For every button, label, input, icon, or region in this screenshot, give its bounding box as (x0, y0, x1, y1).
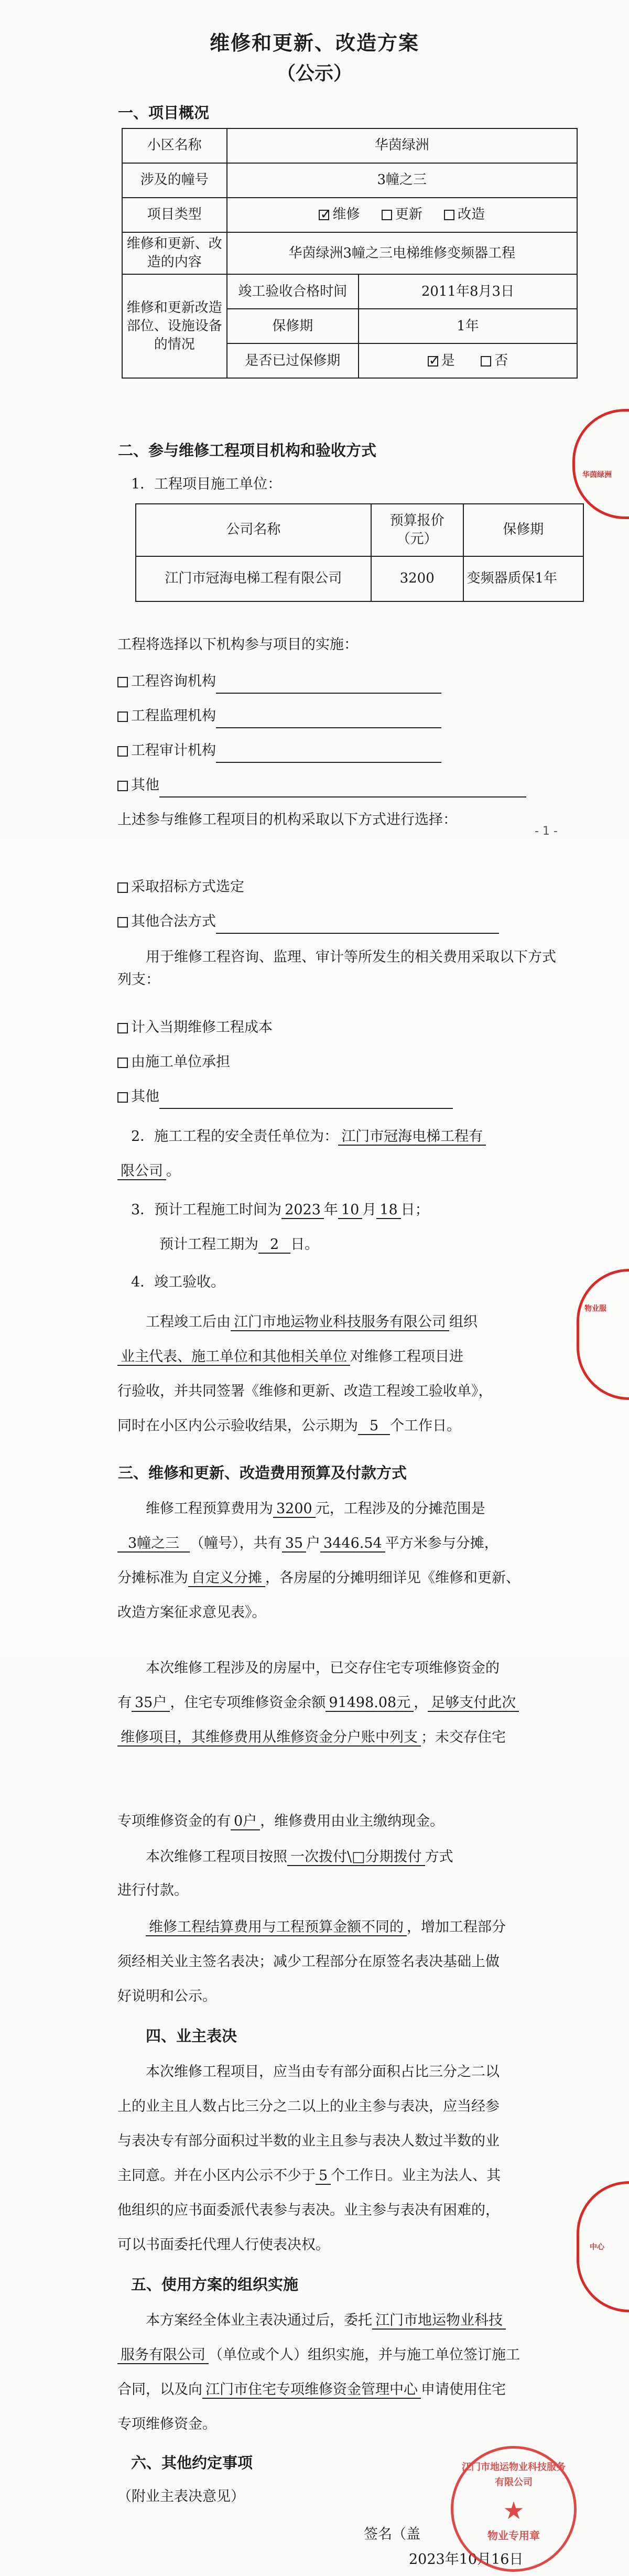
company-seal (451, 2446, 577, 2572)
fund-text-2: ，住宅专项维修资金余额 (170, 1695, 326, 1711)
safety-unit-value-cont: 限公司 (117, 1163, 166, 1180)
agency-other (117, 774, 526, 797)
section-5-heading: 五、使用方案的组织实施 (131, 2276, 299, 2293)
contractor-price: 3200 (371, 556, 463, 601)
share-households: 35 (282, 1535, 306, 1553)
col-company-header: 公司名称 (136, 504, 371, 556)
section-1-heading: 一、项目概况 (118, 104, 210, 122)
vote-line-5: 他组织的应书面委派代表参与表决。业主参与表决有困难的， (117, 2202, 500, 2218)
impl-organizer: 江门市地运物业科技 (372, 2312, 506, 2330)
section-6-heading: 六、其他约定事项 (131, 2454, 253, 2472)
acceptance-text-5: 个工作日。 (390, 1418, 461, 1434)
budget-line-1 (146, 1497, 485, 1520)
vote-text-2: 个工作日。业主为法人、其 (331, 2168, 501, 2184)
budget-line-4: 改造方案征求意见表》。 (117, 1604, 266, 1621)
expired-no-label: 否 (494, 352, 508, 369)
fee-other (117, 1085, 453, 1109)
method-other-label: 其他合法方式 (131, 913, 216, 930)
expired-no-checkbox[interactable] (481, 356, 491, 367)
vote-line-1: 本次维修工程项目，应当由专有部分面积占比三分之二以 (146, 2064, 500, 2080)
building-value: 3幢之三 (227, 163, 577, 198)
construction-time-label: 3．预计工程施工时间为 (131, 1202, 282, 1218)
warranty-label: 保修期 (227, 309, 359, 343)
agency-supervision (117, 705, 441, 728)
agency-audit-field[interactable] (216, 739, 441, 763)
expired-yes-label: 是 (441, 352, 455, 369)
impl-text-3: 合同，以及向 (117, 2381, 202, 2398)
budget-text-7: ，各房屋的分摊明细详见《维修和更新、 (265, 1570, 520, 1586)
impl-text-2: （单位或个人）组织实施，并与施工单位签订施工 (209, 2347, 520, 2363)
construction-period-line (159, 1233, 319, 1256)
method-other (117, 910, 499, 934)
acceptance-text-4: 同时在小区内公示验收结果，公示期为 (117, 1418, 358, 1434)
expired-options (359, 343, 577, 378)
payment-line-2: 进行付款。 (117, 1882, 188, 1899)
content-label: 维修和更新、改造的内容 (122, 232, 227, 274)
fund-sufficient: 足够支付此次 (428, 1695, 519, 1712)
type-repair-label: 维修 (332, 207, 360, 223)
type-update-checkbox[interactable] (382, 210, 392, 220)
payment-line-1 (146, 1846, 453, 1868)
attachment-note: （附业主表决意见） (117, 2488, 245, 2505)
construction-period-label: 预计工程工期为 (159, 1236, 258, 1253)
project-overview-table (122, 128, 578, 379)
fund-management-center: 江门市住宅专项维修资金管理中心 (202, 2381, 421, 2399)
fund-line-1: 本次维修工程涉及的房屋中，已交存住宅专项维修资金的 (146, 1660, 500, 1676)
acceptance-text-2: 组织 (449, 1314, 478, 1330)
fund-text-4: ；未交存住宅 (421, 1729, 506, 1745)
fee-cost-checkbox[interactable] (117, 1023, 128, 1033)
project-type-label: 项目类型 (122, 198, 227, 232)
warranty-value: 1年 (359, 309, 577, 343)
acceptance-label: 竣工验收合格时间 (227, 274, 359, 309)
agency-audit (117, 739, 441, 763)
type-update-label: 更新 (395, 207, 422, 223)
budget-text-5: 平方米参与分摊， (385, 1535, 498, 1551)
fee-other-checkbox[interactable] (117, 1092, 128, 1103)
fee-cost (117, 1016, 273, 1039)
impl-line-3 (117, 2378, 506, 2401)
agency-supervision-label: 工程监理机构 (131, 708, 216, 724)
seal-star-icon: ★ (503, 2496, 525, 2525)
fund-balance: 91498.08元 (326, 1695, 414, 1712)
fee-contractor-checkbox[interactable] (117, 1058, 128, 1068)
agency-supervision-checkbox[interactable] (117, 712, 128, 722)
building-label: 涉及的幢号 (122, 163, 227, 198)
fee-intro: 用于维修工程咨询、监理、审计等所发生的相关费用采取以下方式列支： (117, 949, 556, 988)
safety-unit-label: 2．施工工程的安全责任单位为： (131, 1128, 339, 1145)
budget-line-2 (117, 1532, 498, 1555)
edge-seal-stamp-3 (577, 2181, 629, 2312)
section-4-heading: 四、业主表决 (146, 2027, 237, 2045)
share-standard: 自定义分摊 (188, 1570, 265, 1587)
payment-text-2: 方式 (425, 1849, 453, 1865)
vote-line-3: 与表决专有部分面积过半数的业主且参与表决人数过半数的业 (117, 2133, 500, 2149)
vote-publicity-days: 5 (316, 2168, 331, 2185)
acceptance-line-2 (117, 1345, 463, 1368)
day-unit: 日； (400, 1202, 429, 1218)
section-3-heading: 三、维修和更新、改造费用预算及付款方式 (118, 1464, 407, 1482)
document-subtitle: （公示） (276, 62, 352, 84)
method-tender-checkbox[interactable] (117, 882, 128, 893)
agency-other-label: 其他 (131, 777, 159, 793)
settlement-line-3: 好说明和公示。 (117, 1988, 216, 2004)
contractor-company: 江门市冠海电梯工程有限公司 (136, 556, 371, 601)
fee-other-label: 其他 (131, 1088, 159, 1105)
fund-source: 维修项目，其维修费用从维修资金分户账中列支 (117, 1729, 421, 1747)
month-unit: 月 (362, 1202, 377, 1218)
agency-audit-label: 工程审计机构 (131, 742, 216, 759)
agency-other-checkbox[interactable] (117, 781, 128, 791)
safety-unit-line-2 (117, 1160, 180, 1182)
community-label: 小区名称 (122, 128, 227, 163)
expired-yes-checkbox[interactable] (428, 356, 438, 367)
acceptance-text-3: 对维修工程项目进 (350, 1349, 463, 1365)
acceptance-line-4 (117, 1415, 461, 1437)
safety-unit-value: 江门市冠海电梯工程有 (338, 1128, 486, 1146)
type-renovate-label: 改造 (458, 207, 485, 223)
fund-text-3: ， (414, 1695, 428, 1711)
contractor-item-label: 1．工程项目施工单位： (131, 476, 282, 492)
vote-line-2: 上的业主且人数占比三分之二以上的业主参与表决，应当经参 (117, 2098, 500, 2115)
agency-audit-checkbox[interactable] (117, 746, 128, 757)
agency-consulting-checkbox[interactable] (117, 677, 128, 687)
acceptance-line-1 (146, 1311, 478, 1333)
impl-organizer-cont: 服务有限公司 (117, 2347, 209, 2364)
impl-text-4: 申请使用住宅 (421, 2381, 506, 2398)
year-unit: 年 (323, 1202, 338, 1218)
section-2-heading: 二、参与维修工程项目机构和验收方式 (118, 441, 377, 459)
share-building: 3幢之三 (117, 1535, 190, 1553)
agency-consulting-label: 工程咨询机构 (131, 673, 216, 689)
budget-text-4: 户 (306, 1535, 321, 1551)
safety-unit-suffix: 。 (166, 1163, 180, 1179)
construction-time-line (131, 1199, 429, 1221)
fund-text-1: 有 (117, 1695, 132, 1711)
col-price-header: 预算报价（元） (371, 504, 463, 556)
safety-unit-line (131, 1125, 486, 1148)
vote-line-4 (117, 2164, 501, 2187)
agency-other-field[interactable] (159, 774, 526, 797)
expired-label: 是否已过保修期 (227, 343, 359, 378)
fund-line-3 (117, 1726, 506, 1749)
edge-seal-text-2: 物业服 (584, 1305, 606, 1313)
acceptance-text-1: 工程竣工后由 (146, 1314, 231, 1330)
acceptance-organizer: 江门市地运物业科技服务有限公司 (231, 1314, 449, 1331)
fund-text-6: ，维修费用由业主缴纳现金。 (260, 1813, 444, 1829)
fee-cost-label: 计入当期维修工程成本 (131, 1019, 273, 1036)
impl-line-1 (146, 2309, 506, 2332)
type-renovate-checkbox[interactable] (444, 210, 454, 220)
agency-consulting (117, 670, 441, 694)
community-value: 华茵绿洲 (227, 128, 577, 163)
fund-text-5: 专项维修资金的有 (117, 1813, 231, 1829)
agency-consulting-field[interactable] (216, 670, 441, 694)
deposited-households: 35户 (132, 1695, 170, 1712)
content-value: 华茵绿洲3幢之三电梯维修变频器工程 (227, 232, 577, 274)
budget-text-3: （幢号），共有 (190, 1535, 282, 1551)
acceptance-participants: 业主代表、施工单位和其他相关单位 (117, 1349, 350, 1366)
page-2 (0, 839, 629, 1657)
contractor-warranty: 变频器质保1年 (463, 556, 583, 601)
page-number: - 1 - (535, 825, 558, 838)
construction-period-unit: 日。 (290, 1236, 319, 1253)
publicity-days: 5 (358, 1418, 390, 1435)
budget-text-1: 维修工程预算费用为 (146, 1501, 273, 1517)
fee-contractor (117, 1051, 230, 1073)
fee-other-field[interactable] (159, 1085, 453, 1109)
construction-year: 2023 (281, 1202, 324, 1219)
seal-band-text: 物业专用章 (487, 2529, 540, 2542)
acceptance-value: 2011年8月3日 (359, 274, 577, 309)
page-1 (0, 0, 629, 839)
project-type-options (227, 198, 577, 232)
undeposited-households: 0户 (231, 1813, 260, 1830)
budget-text-6: 分摊标准为 (117, 1570, 188, 1586)
edge-seal-stamp (572, 409, 629, 519)
settlement-line-1 (146, 1916, 506, 1938)
document-title: 维修和更新、改造方案 (209, 31, 419, 55)
col-warranty-header: 保修期 (463, 504, 583, 556)
edge-seal-text-3: 中心 (590, 2243, 604, 2251)
equipment-label: 维修和更新改造部位、设施设备的情况 (122, 274, 227, 378)
budget-text-2: 元，工程涉及的分摊范围是 (315, 1501, 485, 1517)
method-other-checkbox[interactable] (117, 917, 128, 928)
payment-method: 一次拨付\□分期拨付 (287, 1849, 425, 1866)
agency-supervision-field[interactable] (216, 705, 441, 728)
agencies-intro: 工程将选择以下机构参与项目的实施： (117, 637, 358, 653)
page-3 (0, 1657, 629, 2576)
impl-line-2 (117, 2344, 520, 2366)
fund-line-2 (117, 1691, 519, 1714)
construction-month: 10 (338, 1202, 362, 1219)
vote-text-1: 主同意。并在小区内公示不少于 (117, 2168, 316, 2184)
method-other-field[interactable] (216, 910, 499, 934)
construction-period-value: 2 (258, 1236, 290, 1254)
method-intro: 上述参与维修工程项目的机构采取以下方式进行选择： (117, 812, 457, 828)
signature-label: 签名（盖 (364, 2526, 420, 2542)
edge-seal-text: 华茵绿洲 (582, 471, 612, 479)
impl-text-1: 本方案经全体业主表决通过后，委托 (146, 2312, 372, 2329)
vote-line-6: 可以书面委托代理人行使表决权。 (117, 2237, 330, 2253)
settlement-line-2: 须经相关业主签名表决；减少工程部分在原签名表决基础上做 (117, 1954, 500, 1970)
method-tender-label: 采取招标方式选定 (131, 879, 244, 895)
construction-day: 18 (376, 1202, 400, 1219)
acceptance-line-3: 行验收，并共同签署《维修和更新、改造工程竣工验收单》， (117, 1383, 493, 1399)
fee-contractor-label: 由施工单位承担 (131, 1054, 230, 1070)
budget-line-3 (117, 1567, 520, 1589)
contractor-table (135, 503, 584, 602)
settlement-text-1: ，增加工程部分 (407, 1919, 506, 1935)
impl-line-4: 专项维修资金。 (117, 2416, 216, 2432)
fund-line-4 (117, 1810, 444, 1833)
seal-company-name: 江门市地运物业科技服务有限公司 (462, 2462, 566, 2488)
settlement-condition: 维修工程结算费用与工程预算金额不同的 (146, 1919, 407, 1936)
share-area: 3446.54 (320, 1535, 385, 1553)
budget-amount: 3200 (273, 1501, 316, 1518)
method-tender (117, 876, 244, 898)
type-repair-checkbox[interactable] (319, 210, 329, 220)
edge-seal-stamp-2 (577, 1269, 629, 1400)
acceptance-item: 4．竣工验收。 (131, 1274, 225, 1290)
payment-text-1: 本次维修工程项目按照 (146, 1849, 287, 1865)
signature-date: 2023年10月16日 (409, 2551, 524, 2568)
